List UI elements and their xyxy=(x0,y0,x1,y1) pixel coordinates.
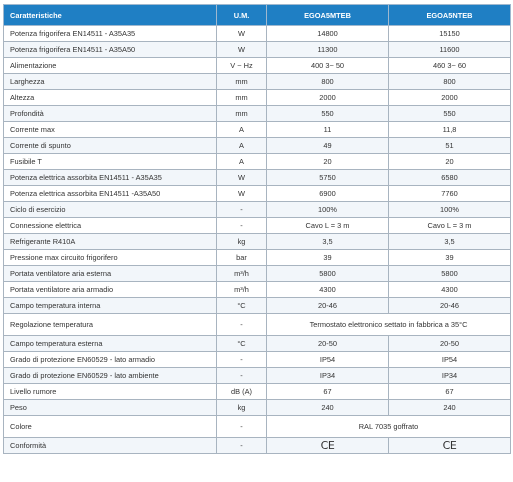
row-label: Portata ventilatore aria esterna xyxy=(4,266,217,282)
table-row xyxy=(4,400,511,416)
row-label: Connessione elettrica xyxy=(4,218,217,234)
table-row xyxy=(4,186,511,202)
row-value-mteb: 14800 xyxy=(267,26,389,42)
ce-mark-nteb: CE xyxy=(389,438,511,454)
row-value-nteb: 240 xyxy=(389,400,511,416)
row-value-nteb: 20-46 xyxy=(389,298,511,314)
row-label: Pressione max circuito frigorifero xyxy=(4,250,217,266)
table-row xyxy=(4,384,511,400)
row-unit: A xyxy=(217,122,267,138)
row-label: Larghezza xyxy=(4,74,217,90)
table-row xyxy=(4,250,511,266)
row-unit: - xyxy=(217,368,267,384)
row-unit: mm xyxy=(217,90,267,106)
row-unit: W xyxy=(217,42,267,58)
table-row xyxy=(4,26,511,42)
row-label: Alimentazione xyxy=(4,58,217,74)
row-value-mteb: 49 xyxy=(267,138,389,154)
row-value-nteb: IP34 xyxy=(389,368,511,384)
row-value-nteb: 15150 xyxy=(389,26,511,42)
table-row xyxy=(4,266,511,282)
row-value-mteb: 5800 xyxy=(267,266,389,282)
row-value-mteb: 11 xyxy=(267,122,389,138)
row-value-mteb: 400 3~ 50 xyxy=(267,58,389,74)
header-row xyxy=(4,5,511,26)
row-value-nteb: 11600 xyxy=(389,42,511,58)
row-label: Campo temperatura esterna xyxy=(4,336,217,352)
row-value-merged: RAL 7035 goffrato xyxy=(267,416,511,438)
row-label: Livello rumore xyxy=(4,384,217,400)
row-label: Corrente max xyxy=(4,122,217,138)
table-row xyxy=(4,58,511,74)
row-unit: mm xyxy=(217,106,267,122)
row-unit: W xyxy=(217,170,267,186)
row-value-mteb: 39 xyxy=(267,250,389,266)
row-value-mteb: 11300 xyxy=(267,42,389,58)
ce-mark-mteb: CE xyxy=(267,438,389,454)
row-unit: mm xyxy=(217,74,267,90)
row-label: Profondità xyxy=(4,106,217,122)
table-row xyxy=(4,234,511,250)
table-row xyxy=(4,336,511,352)
row-label: Grado di protezione EN60529 - lato armadio xyxy=(4,352,217,368)
row-unit: W xyxy=(217,26,267,42)
row-value-mteb: 3,5 xyxy=(267,234,389,250)
row-value-mteb: 6900 xyxy=(267,186,389,202)
row-label: Ciclo di esercizio xyxy=(4,202,217,218)
table-row xyxy=(4,138,511,154)
row-value-mteb: Cavo L = 3 m xyxy=(267,218,389,234)
row-unit: A xyxy=(217,138,267,154)
row-unit: - xyxy=(217,218,267,234)
row-label: Colore xyxy=(4,416,217,438)
row-label: Potenza frigorifera EN14511 - A35A50 xyxy=(4,42,217,58)
header-characteristics: Caratteristiche xyxy=(4,5,217,26)
row-unit: °C xyxy=(217,298,267,314)
row-unit: dB (A) xyxy=(217,384,267,400)
row-value-mteb: 20 xyxy=(267,154,389,170)
table-row xyxy=(4,282,511,298)
row-value-nteb: 460 3~ 60 xyxy=(389,58,511,74)
row-label: Potenza elettrica assorbita EN14511 - A35A35 xyxy=(4,170,217,186)
row-value-nteb: 800 xyxy=(389,74,511,90)
row-value-nteb: 20 xyxy=(389,154,511,170)
table-row xyxy=(4,90,511,106)
row-value-nteb: 20-50 xyxy=(389,336,511,352)
row-unit: kg xyxy=(217,234,267,250)
row-label: Refrigerante R410A xyxy=(4,234,217,250)
spec-table-header xyxy=(4,5,511,26)
row-value-mteb: 5750 xyxy=(267,170,389,186)
table-row xyxy=(4,170,511,186)
row-value-nteb: Cavo L = 3 m xyxy=(389,218,511,234)
table-row xyxy=(4,42,511,58)
row-value-mteb: IP54 xyxy=(267,352,389,368)
row-value-nteb: 4300 xyxy=(389,282,511,298)
row-label: Grado di protezione EN60529 - lato ambiente xyxy=(4,368,217,384)
row-label: Potenza elettrica assorbita EN14511 -A35A50 xyxy=(4,186,217,202)
row-value-mteb: 550 xyxy=(267,106,389,122)
row-value-nteb: 3,5 xyxy=(389,234,511,250)
table-row xyxy=(4,106,511,122)
table-row xyxy=(4,298,511,314)
row-label: Fusibile T xyxy=(4,154,217,170)
spec-table-container xyxy=(3,4,510,454)
row-value-nteb: 67 xyxy=(389,384,511,400)
row-value-nteb: 39 xyxy=(389,250,511,266)
spec-table-body xyxy=(4,26,511,454)
row-value-merged: Termostato elettronico settato in fabbrica a 35°C xyxy=(267,314,511,336)
table-row xyxy=(4,202,511,218)
row-label: Altezza xyxy=(4,90,217,106)
row-unit: A xyxy=(217,154,267,170)
row-value-mteb: 4300 xyxy=(267,282,389,298)
row-value-mteb: IP34 xyxy=(267,368,389,384)
row-label: Potenza frigorifera EN14511 - A35A35 xyxy=(4,26,217,42)
row-value-nteb: 5800 xyxy=(389,266,511,282)
row-unit: - xyxy=(217,352,267,368)
row-value-nteb: 100% xyxy=(389,202,511,218)
row-unit: V ~ Hz xyxy=(217,58,267,74)
row-unit: - xyxy=(217,438,267,454)
row-label: Regolazione temperatura xyxy=(4,314,217,336)
row-unit: bar xyxy=(217,250,267,266)
row-unit: m³/h xyxy=(217,266,267,282)
row-value-mteb: 800 xyxy=(267,74,389,90)
row-unit: W xyxy=(217,186,267,202)
row-label: Conformità xyxy=(4,438,217,454)
header-model-mteb: EGOA5MTEB xyxy=(267,5,389,26)
row-unit: - xyxy=(217,314,267,336)
row-unit: - xyxy=(217,202,267,218)
row-label: Peso xyxy=(4,400,217,416)
header-unit: U.M. xyxy=(217,5,267,26)
table-row xyxy=(4,154,511,170)
row-label: Portata ventilatore aria armadio xyxy=(4,282,217,298)
header-model-nteb: EGOA5NTEB xyxy=(389,5,511,26)
row-value-mteb: 100% xyxy=(267,202,389,218)
row-value-mteb: 20-50 xyxy=(267,336,389,352)
row-value-nteb: 11,8 xyxy=(389,122,511,138)
row-value-nteb: 7760 xyxy=(389,186,511,202)
table-row xyxy=(4,74,511,90)
row-label: Corrente di spunto xyxy=(4,138,217,154)
table-row xyxy=(4,438,511,454)
row-value-mteb: 20-46 xyxy=(267,298,389,314)
row-value-nteb: 2000 xyxy=(389,90,511,106)
table-row xyxy=(4,416,511,438)
row-value-nteb: 550 xyxy=(389,106,511,122)
row-unit: °C xyxy=(217,336,267,352)
row-unit: m³/h xyxy=(217,282,267,298)
row-value-nteb: IP54 xyxy=(389,352,511,368)
row-value-mteb: 240 xyxy=(267,400,389,416)
table-row xyxy=(4,368,511,384)
row-value-nteb: 51 xyxy=(389,138,511,154)
spec-table xyxy=(3,4,511,454)
row-value-nteb: 6580 xyxy=(389,170,511,186)
table-row xyxy=(4,352,511,368)
table-row xyxy=(4,122,511,138)
row-unit: kg xyxy=(217,400,267,416)
row-unit: - xyxy=(217,416,267,438)
row-label: Campo temperatura interna xyxy=(4,298,217,314)
table-row xyxy=(4,314,511,336)
table-row xyxy=(4,218,511,234)
row-value-mteb: 2000 xyxy=(267,90,389,106)
row-value-mteb: 67 xyxy=(267,384,389,400)
